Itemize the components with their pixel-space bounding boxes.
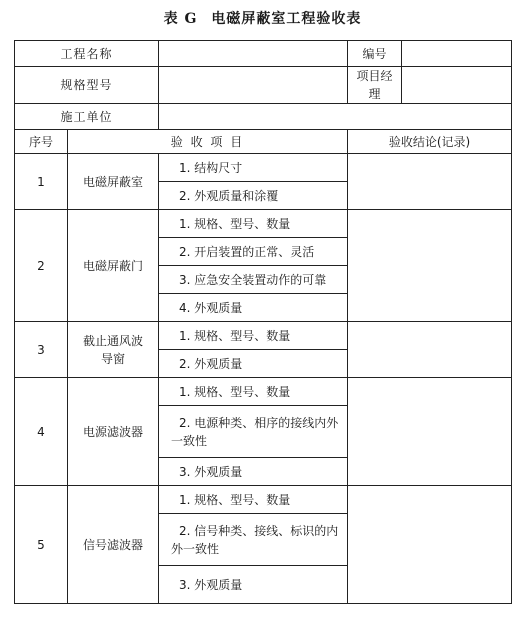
item-cell: 4. 外观质量 <box>159 294 348 322</box>
seq-cell: 2 <box>15 210 68 322</box>
project-name-label: 工程名称 <box>15 41 159 67</box>
item-cell: 3. 应急安全装置动作的可靠 <box>159 266 348 294</box>
conclusion-header: 验收结论(记录) <box>348 130 512 154</box>
info-row-project <box>15 41 512 67</box>
conclusion-cell[interactable] <box>348 210 512 322</box>
spec-model-value[interactable] <box>159 67 348 104</box>
table-row <box>15 486 512 514</box>
number-value[interactable] <box>402 41 512 67</box>
item-cell: 3. 外观质量 <box>159 458 348 486</box>
conclusion-cell[interactable] <box>348 154 512 210</box>
seq-cell: 5 <box>15 486 68 604</box>
table-row <box>15 154 512 182</box>
category-cell: 电磁屏蔽门 <box>68 210 159 322</box>
project-name-value[interactable] <box>159 41 348 67</box>
items-header: 验 收 项 目 <box>68 130 348 154</box>
title-text: 电磁屏蔽室工程验收表 <box>211 11 362 27</box>
conclusion-cell[interactable] <box>348 322 512 378</box>
category-cell: 截止通风波导窗 <box>68 322 159 378</box>
seq-cell: 4 <box>15 378 68 486</box>
item-cell: 1. 规格、型号、数量 <box>159 378 348 406</box>
header-row <box>15 130 512 154</box>
title-tag: 表 G <box>163 11 198 27</box>
item-cell: 1. 规格、型号、数量 <box>159 322 348 350</box>
table-row <box>15 378 512 406</box>
table-row <box>15 322 512 350</box>
item-cell: 2. 电源种类、相序的接线内外一致性 <box>159 406 348 458</box>
project-manager-label: 项目经理 <box>348 67 402 104</box>
item-cell: 1. 规格、型号、数量 <box>159 210 348 238</box>
item-cell: 2. 外观质量和涂覆 <box>159 182 348 210</box>
seq-cell: 3 <box>15 322 68 378</box>
project-manager-value[interactable] <box>402 67 512 104</box>
category-cell: 电源滤波器 <box>68 378 159 486</box>
item-cell: 1. 结构尺寸 <box>159 154 348 182</box>
info-row-spec <box>15 67 512 104</box>
item-cell: 3. 外观质量 <box>159 566 348 604</box>
conclusion-cell[interactable] <box>348 486 512 604</box>
number-label: 编号 <box>348 41 402 67</box>
item-cell: 2. 外观质量 <box>159 350 348 378</box>
item-cell: 1. 规格、型号、数量 <box>159 486 348 514</box>
spec-model-label: 规格型号 <box>15 67 159 104</box>
construction-unit-value[interactable] <box>159 104 512 130</box>
conclusion-cell[interactable] <box>348 378 512 486</box>
table-row <box>15 210 512 238</box>
info-row-unit <box>15 104 512 130</box>
item-cell: 2. 开启装置的正常、灵活 <box>159 238 348 266</box>
category-cell: 信号滤波器 <box>68 486 159 604</box>
document-title <box>0 8 525 28</box>
acceptance-table <box>14 40 512 604</box>
category-cell: 电磁屏蔽室 <box>68 154 159 210</box>
item-cell: 2. 信号种类、接线、标识的内外一致性 <box>159 514 348 566</box>
seq-header: 序号 <box>15 130 68 154</box>
seq-cell: 1 <box>15 154 68 210</box>
construction-unit-label: 施工单位 <box>15 104 159 130</box>
